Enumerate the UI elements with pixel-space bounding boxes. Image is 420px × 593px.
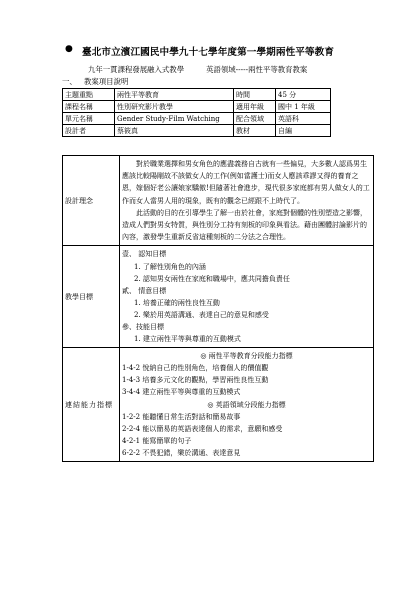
info-label: 單元名稱 — [63, 113, 115, 125]
indicator-item: 4-2-1 能寫簡單的句子 — [122, 436, 192, 445]
indicator-item: 6-2-2 不畏犯錯，樂於溝通、表達意見 — [122, 448, 241, 457]
indicator-item: 2-2-4 能以簡易的英語表達個人的需求，意願和感受 — [122, 424, 283, 433]
design-row — [63, 156, 374, 246]
section-number: 一、 — [62, 77, 77, 86]
info-row — [63, 113, 331, 125]
indicator-item: 3-4-4 建立兩性平等與尊重的互動模式 — [122, 388, 241, 397]
indicator-item: 1-4-3 培養多元文化的觀點，學習兩性良性互動 — [122, 376, 269, 385]
goal-line: 2. 樂於用英語溝通、表達自己的意見和感受 — [134, 310, 269, 319]
goal-line: 1. 了解性別角色的內涵 — [134, 262, 206, 271]
indicator-item: 1-2-2 能聽懂日常生活對話和簡易故事 — [122, 412, 241, 421]
section-label: 教案項目說明 — [84, 77, 129, 86]
info-table — [62, 88, 331, 137]
info-value: 性別研究影片教學 — [115, 101, 234, 113]
info-label: 設計者 — [63, 125, 115, 137]
info-label: 教材 — [234, 125, 276, 137]
info-value: 自編 — [276, 125, 331, 137]
info-value: 45 分 — [276, 89, 331, 101]
goal-line: 1. 建立兩性平等與尊重的互動模式 — [134, 335, 241, 344]
subtitle-right: 英語領域-----兩性平等教育教案 — [206, 65, 308, 74]
info-label: 課程名稱 — [63, 101, 115, 113]
goal-line: 1. 培養正確的兩性良性互動 — [134, 298, 220, 307]
info-value: 國中 1 年級 — [276, 101, 331, 113]
page-title: 臺北市立濱江國民中學九十七學年度第一學期兩性平等教育 — [82, 47, 335, 58]
indicator-item: 1-4-2 悅納自己的性別角色，培養個人的價值觀 — [122, 364, 269, 373]
info-row — [63, 101, 331, 113]
lesson-plan-table — [62, 155, 374, 462]
design-paragraph-1: 對於職業選擇和男女角色的應盡義務自古就有一些偏見，大多數人認爲男生應該比較陽剛故不該做女人的工作(例如當護士)而女人應該乖謬又得的養育之恩，嫁個好老公讓娘家驕傲!但隨著社會進步，現代很多家庭都有男人做女人的工作而女人當男人用的現象，既有的觀念已經跟不上時代了。 — [122, 160, 370, 205]
info-label: 配合領域 — [234, 113, 276, 125]
info-row — [63, 89, 331, 101]
info-value: 蔡筱真 — [115, 125, 234, 137]
goal-line: 壹、 認知目標 — [122, 250, 167, 259]
subtitle-left: 九年一貫課程發展融入式教學 — [88, 65, 185, 74]
goals-label: 教學目標 — [63, 246, 120, 348]
info-label: 時間 — [234, 89, 276, 101]
design-label: 設計理念 — [63, 156, 120, 246]
info-row — [63, 125, 331, 137]
goal-line: 2. 認知男女兩性在家庭和職場中，應共同擔負責任 — [134, 274, 290, 283]
goals-content — [120, 246, 374, 348]
design-paragraph-2: 此活動的目的在引導學生了解一由於社會，家庭對個體的性別塑造之影響，造成人們對男女特質，與性別分工持有刻板的印象與看法。藉由團體討論影片的內容，激發學生重新反省這種刻板的二分法之合理性。 — [122, 208, 367, 242]
indicators-label: 連結能力指標 — [63, 348, 120, 462]
info-value: 英語科 — [276, 113, 331, 125]
info-label: 主題重點 — [63, 89, 115, 101]
section-heading — [62, 76, 128, 87]
goal-line: 貳、 情意目標 — [122, 286, 167, 295]
subtitle — [88, 64, 307, 75]
info-value: 兩性平等教育 — [115, 89, 234, 101]
goals-row — [63, 246, 374, 348]
indicators-row — [63, 348, 374, 462]
design-content — [120, 156, 374, 246]
title-bullet: ● — [65, 44, 73, 54]
indicators-content — [120, 348, 374, 462]
indicator-heading: ◎ 英語領域分段能力指標 — [207, 400, 286, 409]
goal-line: 參、技能目標 — [122, 322, 164, 331]
indicator-heading: ◎ 兩性平等教育分段能力指標 — [200, 352, 293, 361]
info-value: Gender Study-Film Watching — [115, 113, 234, 125]
info-label: 適用年級 — [234, 101, 276, 113]
